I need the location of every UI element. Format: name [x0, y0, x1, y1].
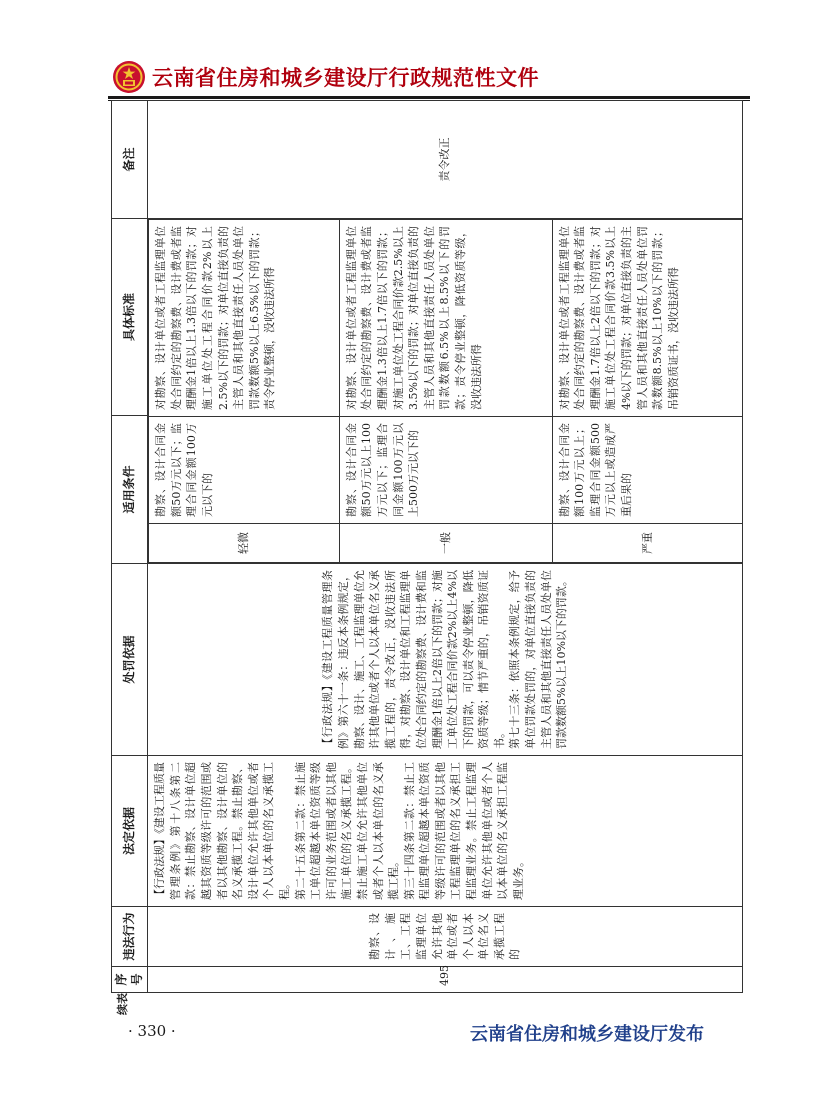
legal-basis-text: 【行政法规】《建设工程质量管理条例》第十八条第二款：禁止勘察、设计单位超越其资质等级许可的范围或者以其他勘察、设计单位的名义承揽工程。禁止勘察、设计单位允许其他单位或者个人以本单位的名义承揽工程。 第二十五条第二款：禁止施工单位超越本单位资质等级许可的业务范围或者以其他施工单位的名义承揽工程。禁止施工单位允许其他单位或者个人以本单位的名义承揽工程。 第三十四条第二款：禁止工程监理单位超越本单位资质等级许可的范围或者以其他工程监理单位的名义承担工程监理业务。禁止工程监理单位允许其他单位或者个人以本单位的名义承担工程监理业务。: [148, 756, 743, 907]
levels-table: [148, 219, 742, 563]
col-header-violation: 违法行为: [112, 907, 148, 967]
level-standard: 对勘察、设计单位或者工程监理单位处合同约定的勘察费、设计费或者监理酬金1.3倍以上1.7倍以下的罚款；对施工单位处工程合同价款2.5%以上3.5%以下的罚款；对单位直接负责的主管人员和其他直接责任人员处单位罚款数额6.5%以上8.5%以下的罚款；责令停业整顿，降低资质等级，没收违法所得: [339, 220, 552, 417]
col-header-note: 备注: [112, 101, 148, 219]
header-title: 云南省住房和城乡建设厅行政规范性文件: [152, 66, 539, 90]
levels-cell: [148, 219, 743, 564]
footer-publisher: 云南省住房和城乡建设厅发布: [470, 1024, 704, 1045]
level-standard: 对勘察、设计单位或者工程监理单位处合同约定的勘察费、设计费或者监理酬金1倍以上1.3倍以下的罚款；对施工单位处工程合同价款2%以上2.5%以下的罚款；对单位直接负责的主管人员和其他直接责任人员处单位罚款数额5%以上6.5%以下的罚款；责令停业整顿，没收违法所得: [149, 220, 340, 417]
page-number: · 330 ·: [128, 1022, 176, 1040]
document-header: [112, 58, 752, 98]
violation-text: 勘察、设计、施工、工程监理单位允许其他单位或者个人以本单位名义承揽工程的: [148, 907, 743, 967]
table-header-row: [112, 101, 148, 993]
rotated-table-container: [111, 101, 743, 1015]
level-row: [149, 220, 340, 563]
table-row: [148, 101, 743, 993]
level-row: [339, 220, 552, 563]
header-rule-thick: [108, 96, 750, 99]
national-emblem-icon: [112, 60, 146, 94]
level-standard: 对勘察、设计单位或者工程监理单位处合同约定的勘察费、设计费或者监理酬金1.7倍以上2倍以下的罚款；对施工单位处工程合同价款3.5%以上4%以下的罚款；对单位直接负责的主管人员和其他直接责任人员处单位罚款数额8.5%以上10%以下的罚款；吊销资质证书，没收违法所得: [552, 220, 742, 417]
col-header-standard: 具体标准: [112, 219, 148, 416]
level-condition: 勘察、设计合同金额100万元以上；监理合同金额500万元以上或造成严重后果的: [552, 417, 742, 524]
level-condition: 勘察、设计合同金额50万元以下；监理合同金额100万元以下的: [149, 417, 340, 524]
level-condition: 勘察、设计合同金额50万元以上100万元以下；监理合同金额100万元以上500万元以下的: [339, 417, 552, 524]
note-text: 责令改正: [148, 101, 743, 219]
col-header-number: 序号: [112, 967, 148, 993]
col-header-penalty-basis: 处罚依据: [112, 564, 148, 756]
row-number: 495: [148, 967, 743, 993]
col-header-condition: 适用条件: [112, 416, 148, 564]
level-row: [552, 220, 742, 563]
penalty-basis-text: 【行政法规】《建设工程质量管理条例》第六十一条：违反本条例规定，勘察、设计、施工、工程监理单位允许其他单位或者个人以本单位名义承揽工程的，责令改正，没收违法所得，对勘察、设计单位和工程监理单位处合同约定的勘察费、设计费和监理酬金1倍以上2倍以下的罚款；对施工单位处工程合同价款2%以上4%以下的罚款，可以责令停业整顿，降低资质等级；情节严重的，吊销资质证书。 第七十三条：依照本条例规定，给予单位罚款处罚的，对单位直接负责的主管人员和其他直接责任人员处单位罚款数额5%以上10%以下的罚款。: [148, 564, 743, 756]
level-label: 轻微: [149, 524, 340, 563]
col-header-legal-basis: 法定依据: [112, 756, 148, 907]
penalty-table: [111, 100, 743, 993]
level-label: 严重: [552, 524, 742, 563]
level-label: 一般: [339, 524, 552, 563]
continued-label: 续表: [116, 993, 129, 1015]
